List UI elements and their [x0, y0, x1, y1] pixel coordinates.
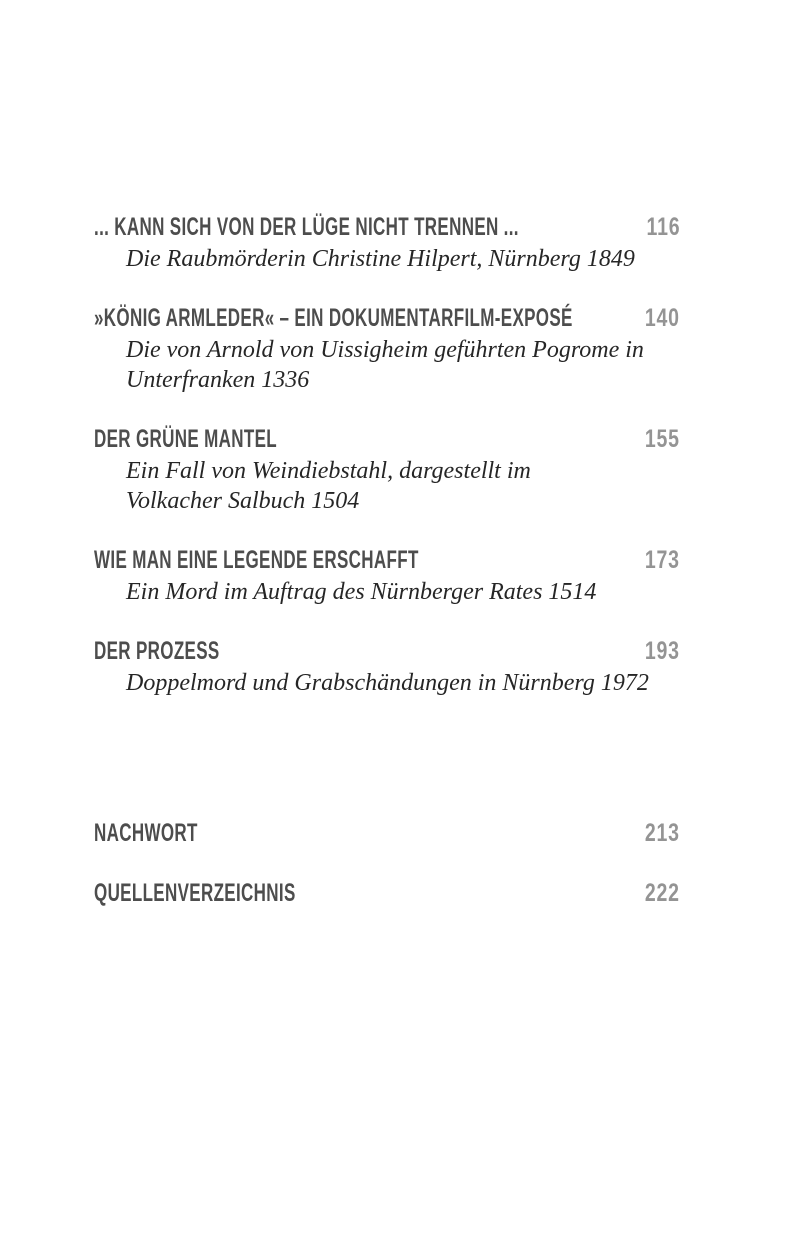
chapter-subtitle: Doppelmord und Grabschändungen in Nürnberg 1972 — [126, 670, 649, 696]
chapter-subtitle: Volkacher Salbuch 1504 — [126, 488, 360, 514]
chapter-page-number: 140 — [645, 304, 680, 332]
chapter-page-number: 173 — [645, 546, 680, 574]
toc-entry-row — [94, 635, 680, 668]
toc-entry — [94, 635, 680, 698]
toc-entry — [94, 302, 680, 395]
chapter-title: DER PROZESS — [94, 637, 220, 665]
chapter-title: »KÖNIG ARMLEDER« – EIN DOKUMENTARFILM-EXPOSÉ — [94, 304, 573, 332]
chapter-subtitle: Ein Fall von Weindiebstahl, dargestellt im — [126, 458, 531, 484]
table-of-contents — [94, 211, 680, 937]
toc-entry — [94, 544, 680, 607]
section-page-number: 213 — [645, 819, 680, 847]
chapter-title: ... KANN SICH VON DER LÜGE NICHT TRENNEN ... — [94, 213, 519, 241]
toc-entry-row — [94, 211, 680, 244]
chapter-title: WIE MAN EINE LEGENDE ERSCHAFFT — [94, 546, 419, 574]
toc-backmatter — [94, 817, 680, 910]
chapter-subtitle: Unterfranken 1336 — [126, 367, 310, 393]
toc-entry — [94, 211, 680, 274]
chapter-page-number: 193 — [645, 637, 680, 665]
toc-entry-row — [94, 877, 680, 910]
chapter-title: DER GRÜNE MANTEL — [94, 425, 277, 453]
chapter-page-number: 155 — [645, 425, 680, 453]
chapter-subtitle: Die von Arnold von Uissigheim geführten Pogrome in — [126, 337, 644, 363]
toc-entry-row — [94, 302, 680, 335]
toc-entry-row — [94, 423, 680, 456]
chapter-page-number: 116 — [646, 213, 680, 241]
chapter-subtitle: Ein Mord im Auftrag des Nürnberger Rates 1514 — [126, 579, 597, 605]
section-title: QUELLENVERZEICHNIS — [94, 879, 296, 907]
toc-entry-row — [94, 544, 680, 577]
toc-entry-row — [94, 817, 680, 850]
chapter-subtitle: Die Raubmörderin Christine Hilpert, Nürnberg 1849 — [126, 246, 635, 272]
section-title: NACHWORT — [94, 819, 198, 847]
section-page-number: 222 — [645, 879, 680, 907]
toc-entry — [94, 423, 680, 516]
